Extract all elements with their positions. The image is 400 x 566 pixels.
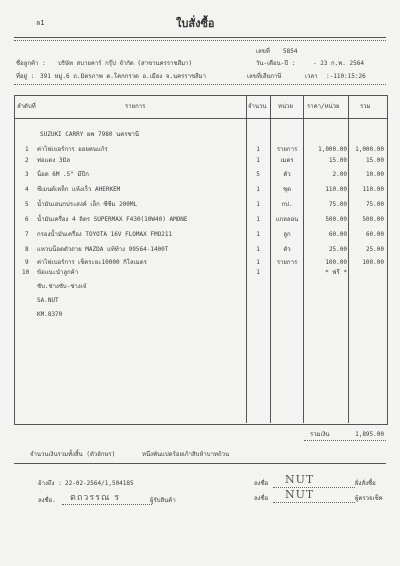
row-price: 100.00 <box>325 259 347 266</box>
ref-label: อ้างถึง : <box>38 480 62 487</box>
page-number: ล1 <box>36 19 45 27</box>
row-unit: แกลลอน <box>275 216 299 223</box>
row-no: 6 <box>25 216 29 223</box>
top-rule <box>14 37 386 38</box>
row-item: ข้อแนะนำลูกค้า <box>37 269 79 276</box>
address-value: 391 หมู่.6 ถ.มิตรภาพ ต.โคกกรวด อ.เมือง จ.นครราชสีมา <box>40 73 207 80</box>
total-value: 1,895.00 <box>355 431 384 438</box>
row-qty: 1 <box>256 157 260 164</box>
row-unit: กป. <box>281 201 293 208</box>
row-item: น็อต 6M .5" มีปีก <box>37 171 89 178</box>
row-qty: 1 <box>256 269 260 276</box>
row-qty: 1 <box>256 146 260 153</box>
row-qty: 1 <box>256 186 260 193</box>
row-item: กรองน้ำมันเครื่อง TOYOTA 16V FLOMAX FMO211 <box>37 231 173 238</box>
row-item: น้ำมันเครื่อง 4 ลิตร SUPERMAX F430(10W40) AMONE <box>37 216 188 223</box>
row-total: 15.00 <box>365 157 384 164</box>
docno-value: 5854 <box>283 48 298 55</box>
header-price: ราคา/หน่วย <box>307 103 340 110</box>
row-qty: 1 <box>256 231 260 238</box>
row-unit: ตัว <box>283 171 291 178</box>
total-label: รวมเงิน <box>310 431 330 438</box>
row-total: 1,000.00 <box>355 146 384 153</box>
header-qty: จำนวน <box>248 103 267 110</box>
row-unit: รายการ <box>276 259 298 266</box>
payer-label: ฝั่งสั่งซื้อ <box>355 480 376 487</box>
row-total: 500.00 <box>362 216 384 223</box>
header-total: รวม <box>360 103 371 110</box>
address-label: ที่อยู่ : <box>16 73 35 80</box>
row-no: 4 <box>25 186 29 193</box>
row-total: 60.00 <box>365 231 384 238</box>
top-dotted-rule <box>14 40 386 41</box>
row-total: 75.00 <box>365 201 384 208</box>
row-price: 110.00 <box>325 186 347 193</box>
checker-sign-line <box>273 502 355 503</box>
note-line: ซับ.ช่างซับ-ช่างเจ๋ <box>37 283 87 290</box>
date-value: - 23 ก.พ. 2564 <box>313 60 364 67</box>
row-unit: เมตร <box>280 157 294 164</box>
row-price: 25.00 <box>328 246 347 253</box>
row-unit: ชุด <box>283 186 291 193</box>
ref-value: 22-02-2564/1,504185 <box>65 480 134 487</box>
date-label: วัน-เดือน-ปี : <box>256 60 296 67</box>
row-item: ค่าไฟเบอร์การ เช็คระยะ10000 กิโลเมตร <box>37 259 147 266</box>
row-qty: 1 <box>256 246 260 253</box>
row-total: 25.00 <box>365 246 384 253</box>
customer-value: บริษัท สบายคาร์ กรุ๊ป จำกัด (สาขานครราชสีมา) <box>58 60 193 67</box>
row-price: * ฟรี * <box>325 269 347 276</box>
row-qty: 5 <box>256 171 260 178</box>
checker-sign-prefix: ลงชื่อ <box>254 495 269 502</box>
receiver-label: ผู้รับสินค้า <box>150 497 176 504</box>
row-price: 2.00 <box>332 171 347 178</box>
row-price: 500.00 <box>325 216 347 223</box>
customer-label: ชื่อลูกค้า : <box>16 60 46 67</box>
note-line: KM.8370 <box>37 311 63 318</box>
row-no: 7 <box>25 231 29 238</box>
col-divider-qty <box>246 95 247 423</box>
row-no: 9 <box>25 259 29 266</box>
note-line: SA.NUT <box>37 297 59 304</box>
row-unit: ตัว <box>283 246 291 253</box>
row-price: 75.00 <box>328 201 347 208</box>
header-unit: หน่วย <box>278 103 293 110</box>
time-label: เวลา <box>305 73 318 80</box>
row-price: 15.00 <box>328 157 347 164</box>
row-total: 10.00 <box>365 171 384 178</box>
payer-signature: NUT <box>285 473 315 486</box>
receiver-sign-line <box>62 504 152 505</box>
docno-label: เลขที่ <box>256 48 270 55</box>
header-item: รายการ <box>125 103 146 110</box>
page-title: ใบสั่งซื้อ <box>176 17 215 30</box>
taxid-label: เลขที่เสียภาษี <box>247 73 282 80</box>
row-qty: 1 <box>256 201 260 208</box>
row-total: 110.00 <box>362 186 384 193</box>
row-item: แหวนน็อตตัวถ่าย MAZDA แท้ท้าง 99564-1400T <box>37 246 169 253</box>
table-header-rule <box>14 118 387 119</box>
payer-sign-prefix: ลงชื่อ <box>254 480 269 487</box>
row-no: 3 <box>25 171 29 178</box>
row-item: ค่าไฟเบอร์การ ออยคนแก้ร <box>37 146 108 153</box>
checker-signature: NUT <box>285 488 315 501</box>
receiver-signature: ตถวรรณ ร <box>70 493 121 503</box>
info-dotted-rule <box>14 84 386 85</box>
row-no: 2 <box>25 157 29 164</box>
row-price: 1,000.00 <box>318 146 347 153</box>
row-qty: 1 <box>256 216 260 223</box>
row-no: 1 <box>25 146 29 153</box>
amount-words-label: จำนวนเงินรวมทั้งสิ้น (ตัวอักษร) <box>30 451 116 458</box>
row-item: ซีเมนต์เหล็ก แห้งเร็ว AHERKEM <box>37 186 121 193</box>
row-no: 8 <box>25 246 29 253</box>
row-total: 100.00 <box>362 259 384 266</box>
row-item: น้ำมันเอนกประสงค์ เล็ก ซีซีม 200ML <box>37 201 138 208</box>
row-unit: รายการ <box>276 146 298 153</box>
summary-rule <box>14 463 386 464</box>
time-value: :-110:15:26 <box>326 73 366 80</box>
vehicle-line: SUZUKI CARRY ผพ 7980 นครชานี <box>40 131 139 138</box>
header-no: ลำดับที่ <box>17 103 36 110</box>
row-qty: 1 <box>256 259 260 266</box>
row-no: 10 <box>22 269 30 276</box>
receiver-sign-prefix: ลงชื่อ. <box>38 497 56 504</box>
amount-words-value: หนึ่งพันแปดร้อยเก้าสิบห้าบาทถ้วน <box>142 451 230 458</box>
row-unit: ลูก <box>283 231 291 238</box>
row-price: 60.00 <box>328 231 347 238</box>
total-underline <box>304 440 386 441</box>
row-no: 5 <box>25 201 29 208</box>
row-item: ท่อแดง 3มิล <box>37 157 71 164</box>
checker-label: ผู้ตรวจเช็ค <box>355 495 383 502</box>
